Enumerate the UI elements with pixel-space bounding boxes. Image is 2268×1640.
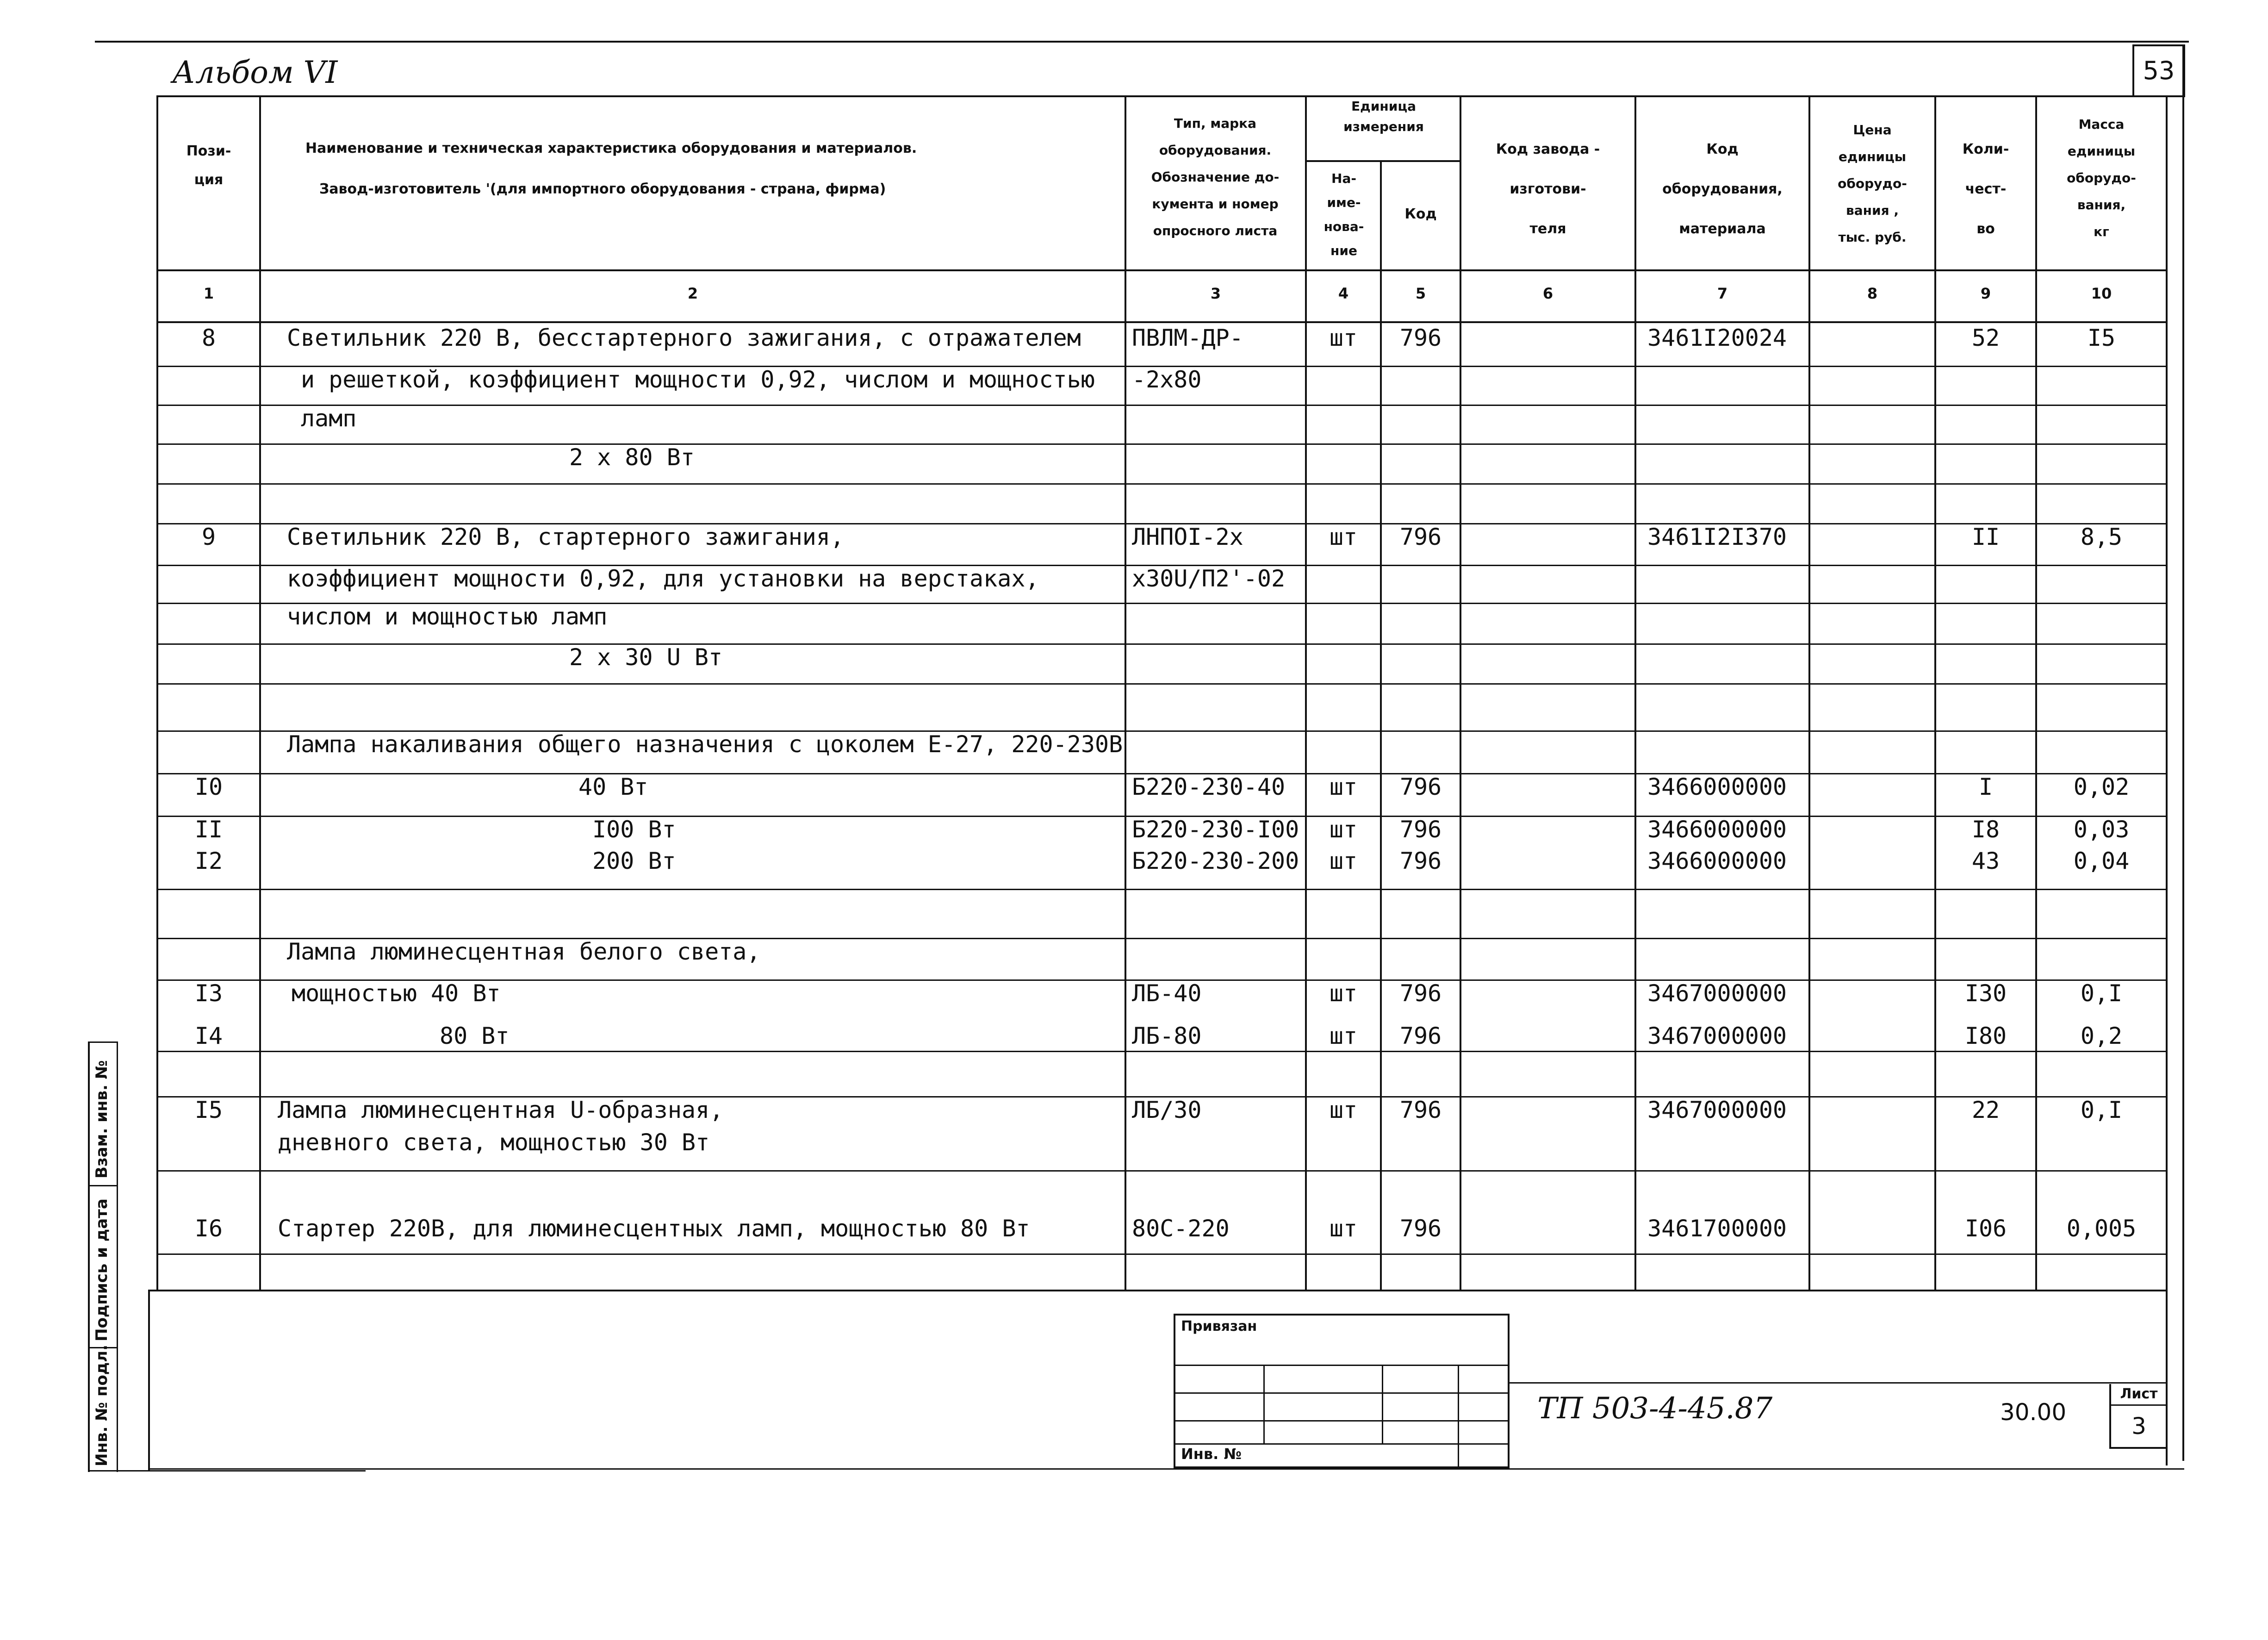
privyazan-box xyxy=(1174,1314,1510,1468)
cell-qty: I xyxy=(1978,773,1993,800)
row-divider xyxy=(157,683,2166,685)
cell-type: Б220-230-I00 xyxy=(1132,816,1299,843)
cell-type: 80С-220 xyxy=(1132,1215,1230,1242)
cell-mass: 0,04 xyxy=(2073,848,2130,874)
frame-left-lower xyxy=(148,1290,150,1470)
header-mass: Масса единицы оборудо- вания, кг xyxy=(2067,117,2136,239)
cell-pos: 8 xyxy=(201,324,216,351)
cell-code: 796 xyxy=(1399,324,1442,351)
cell-name: Светильник 220 В, стартерного зажигания, xyxy=(287,524,845,550)
cell-equip-code: 3467000000 xyxy=(1647,980,1787,1007)
row-divider xyxy=(157,1170,2166,1172)
cell-unit: шт xyxy=(1329,324,1358,351)
col-border-right xyxy=(2166,95,2168,1465)
cell-name: числом и мощностью ламп xyxy=(287,603,608,630)
row-divider xyxy=(157,1051,2166,1052)
cell-pos: I2 xyxy=(194,848,223,874)
sheet-number: 3 xyxy=(2131,1413,2146,1440)
sheet-label: Лист xyxy=(2111,1384,2167,1406)
cell-type: Б220-230-40 xyxy=(1132,773,1286,800)
cell-equip-code: 3461I2I370 xyxy=(1647,524,1787,550)
col-number-6: 6 xyxy=(1542,285,1553,302)
cell-type: х30U/П2'-02 xyxy=(1132,565,1286,592)
cell-type: ЛБ-40 xyxy=(1132,980,1202,1007)
cell-mass: 0,2 xyxy=(2080,1023,2123,1049)
privyazan-label: Привязан xyxy=(1181,1318,1257,1334)
cell-pos: I6 xyxy=(194,1215,223,1242)
cell-name: Лампа люминесцентная U-образная, xyxy=(278,1097,724,1123)
cell-code: 796 xyxy=(1399,524,1442,550)
header-price: Цена единицы оборудо- вания , тыс. руб. xyxy=(1838,122,1907,245)
header-name: Наименование и техническая характеристика оборудования и материалов. Завод-изготовитель '(для импортного оборудования - страна, фирма) xyxy=(305,140,917,197)
table-top xyxy=(157,95,2184,97)
col-number-9: 9 xyxy=(1980,285,1991,302)
cell-unit: шт xyxy=(1329,524,1358,550)
row-divider xyxy=(157,889,2166,890)
cell-equip-code: 3461I20024 xyxy=(1647,324,1787,351)
row-divider xyxy=(157,643,2166,645)
cell-name: Лампа накаливания общего назначения с цоколем Е-27, 220-230В xyxy=(287,731,1123,758)
cell-qty: 52 xyxy=(1971,324,2000,351)
cell-unit: шт xyxy=(1329,1023,1358,1049)
cell-qty: 43 xyxy=(1971,848,2000,874)
cell-mass: 0,005 xyxy=(2066,1215,2137,1242)
cell-code: 796 xyxy=(1399,1023,1442,1049)
row-divider xyxy=(157,1253,2166,1255)
cell-name: 2 х 30 U Вт xyxy=(569,644,723,671)
cell-equip-code: 3466000000 xyxy=(1647,816,1787,843)
inv-no-label: Инв. № xyxy=(1181,1445,1242,1463)
row-divider xyxy=(157,483,2166,485)
col-number-1: 1 xyxy=(203,285,214,302)
cell-type: ЛНПОI-2х xyxy=(1132,524,1243,550)
cell-unit: шт xyxy=(1329,1097,1358,1123)
cell-unit: шт xyxy=(1329,816,1358,843)
cell-equip-code: 3467000000 xyxy=(1647,1097,1787,1123)
header-type: Тип, марка оборудования. Обозначение до- кумента и номер опросного листа xyxy=(1151,116,1280,238)
cell-name: 2 х 80 Вт xyxy=(569,444,695,471)
cell-name: мощностью 40 Вт xyxy=(292,980,501,1007)
cell-pos: I0 xyxy=(194,773,223,800)
col-border-6 xyxy=(1634,95,1636,1290)
doc-code: ТП 503-4-45.87 xyxy=(1537,1391,1773,1426)
cell-equip-code: 3466000000 xyxy=(1647,848,1787,874)
sidebar-top xyxy=(88,1041,118,1043)
cell-type: ПВЛМ-ДР- xyxy=(1132,324,1243,351)
sidebar-outer xyxy=(88,1041,90,1472)
header-bottom xyxy=(157,269,2166,271)
cell-name: и решеткой, коэффициент мощности 0,92, числом и мощностью xyxy=(301,366,1095,393)
col-border-1 xyxy=(259,95,261,1290)
cell-qty: II xyxy=(1971,524,2000,550)
sidebar-inv-podl: Инв. № подл. xyxy=(93,1344,111,1466)
table-bottom xyxy=(148,1290,2166,1291)
cell-name: дневного света, мощностью 30 Вт xyxy=(278,1129,710,1156)
cell-name: 80 Вт xyxy=(440,1023,510,1049)
cell-pos: I4 xyxy=(194,1023,223,1049)
col-number-3: 3 xyxy=(1210,285,1221,302)
cell-code: 796 xyxy=(1399,848,1442,874)
row-divider xyxy=(157,405,2166,406)
sidebar-bottom xyxy=(88,1470,366,1472)
cell-mass: 8,5 xyxy=(2080,524,2123,550)
cell-pos: I3 xyxy=(194,980,223,1007)
cell-name: 200 Вт xyxy=(592,848,676,874)
cell-equip-code: 3466000000 xyxy=(1647,773,1787,800)
cell-name: ламп xyxy=(301,405,357,432)
cell-pos: I5 xyxy=(194,1097,223,1123)
cell-unit: шт xyxy=(1329,773,1358,800)
header-unit-name: На- име- нова- ние xyxy=(1324,171,1364,258)
header-unit: Единица измерения xyxy=(1343,99,1424,134)
cell-mass: 0,I xyxy=(2080,980,2123,1007)
cell-name: Светильник 220 В, бесстартерного зажигания, с отражателем xyxy=(287,324,1081,351)
cell-unit: шт xyxy=(1329,980,1358,1007)
col-border-2 xyxy=(1125,95,1126,1290)
col-number-4: 4 xyxy=(1338,285,1349,302)
col-number-7: 7 xyxy=(1717,285,1728,302)
sidebar-inner xyxy=(117,1041,118,1472)
cell-code: 796 xyxy=(1399,816,1442,843)
cell-code: 796 xyxy=(1399,773,1442,800)
cell-unit: шт xyxy=(1329,848,1358,874)
cell-mass: 0,I xyxy=(2080,1097,2123,1123)
cell-qty: 22 xyxy=(1971,1097,2000,1123)
cell-code: 796 xyxy=(1399,1215,1442,1242)
cell-qty: I80 xyxy=(1964,1023,2007,1049)
unit-header-split xyxy=(1306,160,1460,162)
header-position: Пози- ция xyxy=(186,143,231,188)
header-equipment-code: Код оборудования, материала xyxy=(1662,141,1783,237)
header-maker-code: Код завода - изготови- теля xyxy=(1496,141,1600,237)
cell-type: ЛБ-80 xyxy=(1132,1023,1202,1049)
cell-name: коэффициент мощности 0,92, для установки на верстаках, xyxy=(287,565,1039,592)
cell-mass: I5 xyxy=(2087,324,2116,351)
sidebar-vzam: Взам. инв. № xyxy=(93,1060,111,1179)
cell-equip-code: 3461700000 xyxy=(1647,1215,1787,1242)
sidebar-div-1 xyxy=(88,1185,118,1186)
page-right-edge xyxy=(2182,44,2184,1461)
frame-bottom xyxy=(148,1468,2184,1470)
sheet-box xyxy=(2109,1384,2167,1449)
cell-equip-code: 3467000000 xyxy=(1647,1023,1787,1049)
page-number: 53 xyxy=(2143,56,2175,85)
cell-name: Стартер 220В, для люминесцентных ламп, мощностью 80 Вт xyxy=(278,1215,1030,1242)
cell-type: Б220-230-200 xyxy=(1132,848,1299,874)
sidebar-podpis: Подпись и дата xyxy=(93,1198,111,1341)
col-number-5: 5 xyxy=(1415,285,1426,302)
section-code: 30.00 xyxy=(2000,1399,2067,1426)
page-number-box xyxy=(2132,44,2185,97)
cell-mass: 0,02 xyxy=(2073,773,2130,800)
cell-unit: шт xyxy=(1329,1215,1358,1242)
cell-qty: I06 xyxy=(1964,1215,2007,1242)
col-number-8: 8 xyxy=(1867,285,1878,302)
cell-qty: I8 xyxy=(1971,816,2000,843)
header-quantity: Коли- чест- во xyxy=(1962,141,2009,237)
cell-name: Лампа люминесцентная белого света, xyxy=(287,938,761,965)
cell-mass: 0,03 xyxy=(2073,816,2130,843)
stamp-line xyxy=(1510,1382,2167,1384)
col-number-10: 10 xyxy=(2091,285,2112,302)
top-rule xyxy=(95,41,2189,43)
col-number-2: 2 xyxy=(687,285,698,302)
album-label: Альбом VI xyxy=(172,55,338,90)
cell-pos: 9 xyxy=(201,524,216,550)
cell-name: I00 Вт xyxy=(592,816,676,843)
cell-type: -2х80 xyxy=(1132,366,1202,393)
col-border-5 xyxy=(1460,95,1461,1290)
cell-pos: II xyxy=(194,816,223,843)
cell-name: 40 Вт xyxy=(578,773,648,800)
cell-qty: I30 xyxy=(1964,980,2007,1007)
cell-code: 796 xyxy=(1399,980,1442,1007)
cell-type: ЛБ/30 xyxy=(1132,1097,1202,1123)
header-unit-code: Код xyxy=(1404,206,1437,222)
row-divider xyxy=(157,443,2166,445)
cell-code: 796 xyxy=(1399,1097,1442,1123)
colnum-bottom xyxy=(157,321,2166,323)
